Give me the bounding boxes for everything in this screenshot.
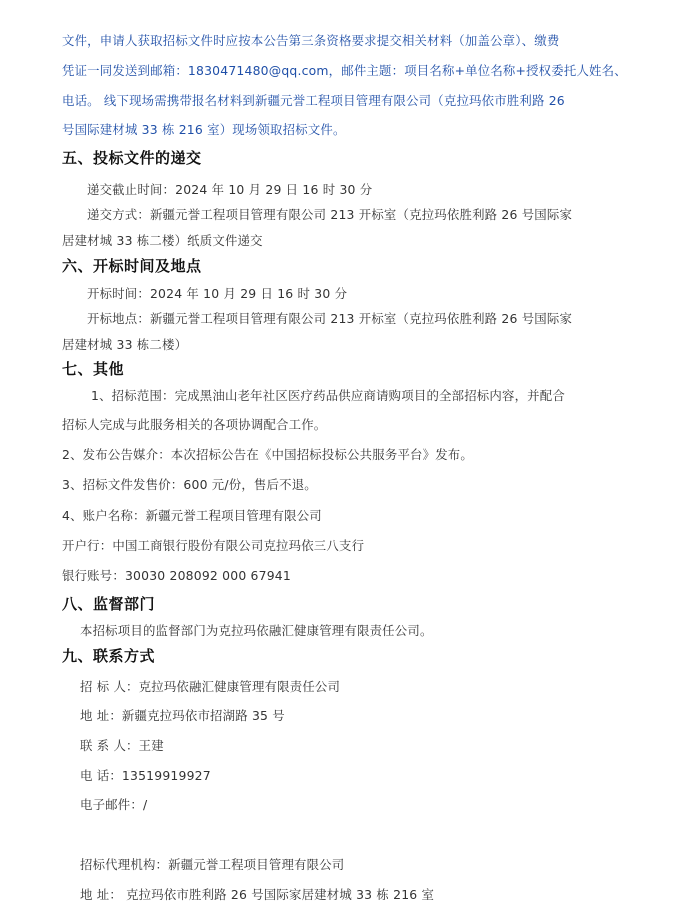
opening-place-line-1: 开标地点：新疆元誉工程项目管理有限公司 213 开标室（克拉玛依胜利路 26 号国际家 xyxy=(87,311,573,326)
agency-name: 招标代理机构：新疆元誉工程项目管理有限公司 xyxy=(80,857,345,872)
other-item3: 3、招标文件发售价：600 元/份，售后不退。 xyxy=(62,477,317,492)
other-item4: 4、账户名称：新疆元誉工程项目管理有限公司 xyxy=(62,508,322,523)
other-item2: 2、发布公告媒介：本次招标公告在《中国招标投标公共服务平台》发布。 xyxy=(62,447,473,462)
other-item1-line-1: 1、招标范围：完成黑油山老年社区医疗药品供应商请购项目的全部招标内容，并配合 xyxy=(91,388,565,403)
section7-heading: 七、其他 xyxy=(62,360,125,378)
bank-name: 开户行：中国工商银行股份有限公司克拉玛依三八支行 xyxy=(62,538,365,553)
section8-heading: 八、监督部门 xyxy=(62,595,156,613)
contact-address: 地 址：新疆克拉玛依市招湖路 35 号 xyxy=(80,708,285,723)
contact-person: 联 系 人：王建 xyxy=(80,738,164,753)
opening-place-line-2: 居建材城 33 栋二楼） xyxy=(62,337,188,352)
submission-method-line-2: 居建材城 33 栋二楼）纸质文件递交 xyxy=(62,233,263,248)
bank-account: 银行账号：30030 208092 000 67941 xyxy=(62,568,291,583)
agency-address: 地 址： 克拉玛依市胜利路 26 号国际家居建材城 33 栋 216 室 xyxy=(80,887,435,902)
section9-heading: 九、联系方式 xyxy=(62,647,156,665)
intro-line-2: 凭证一同发送到邮箱：1830471480@qq.com，邮件主题：项目名称+单位名称+授权委托人姓名、 xyxy=(62,63,627,78)
contact-phone: 电 话：13519919927 xyxy=(80,768,211,783)
other-item1-line-2: 招标人完成与此服务相关的各项协调配合工作。 xyxy=(62,417,327,432)
submission-method-line-1: 递交方式：新疆元誉工程项目管理有限公司 213 开标室（克拉玛依胜利路 26 号国际家 xyxy=(87,207,573,222)
contact-tenderer: 招 标 人：克拉玛依融汇健康管理有限责任公司 xyxy=(80,679,341,694)
intro-line-1: 文件，申请人获取招标文件时应按本公告第三条资格要求提交相关材料（加盖公章）、缴费 xyxy=(62,33,560,48)
intro-line-3: 电话。 线下现场需携带报名材料到新疆元誉工程项目管理有限公司（克拉玛依市胜利路 26 xyxy=(62,93,565,108)
contact-email: 电子邮件：/ xyxy=(80,797,148,812)
intro-line-4: 号国际建材城 33 栋 216 室）现场领取招标文件。 xyxy=(62,122,346,137)
supervision-text: 本招标项目的监督部门为克拉玛依融汇健康管理有限责任公司。 xyxy=(80,623,433,638)
opening-time: 开标时间：2024 年 10 月 29 日 16 时 30 分 xyxy=(87,286,348,301)
submission-deadline: 递交截止时间：2024 年 10 月 29 日 16 时 30 分 xyxy=(87,182,373,197)
section5-heading: 五、投标文件的递交 xyxy=(62,149,202,167)
section6-heading: 六、开标时间及地点 xyxy=(62,257,202,275)
